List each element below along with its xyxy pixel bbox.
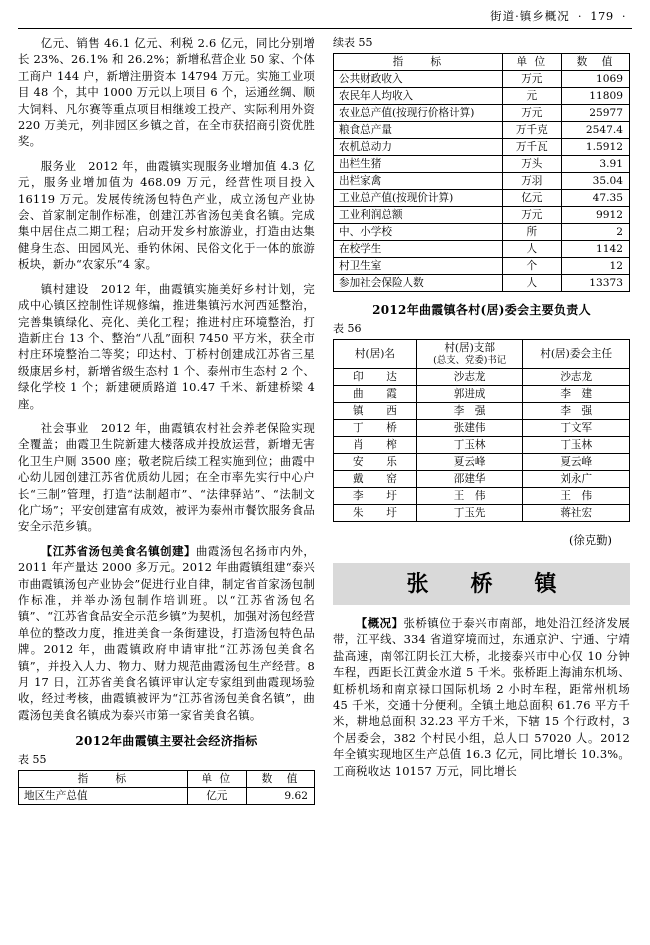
- column-header-value: 数 值: [246, 771, 314, 788]
- cell-indicator: 出栏生猪: [334, 156, 503, 173]
- left-column: [18, 35, 315, 925]
- table-row: [334, 420, 630, 437]
- column-header-unit: 单 位: [187, 771, 246, 788]
- table-row: [334, 258, 630, 275]
- cell-value: 1069: [561, 71, 629, 88]
- cell-indicator: 村卫生室: [334, 258, 503, 275]
- page-number: 179: [590, 9, 614, 23]
- table-row: [334, 190, 630, 207]
- cell-value: 47.35: [561, 190, 629, 207]
- cell-secretary: 郭进成: [416, 386, 523, 403]
- cell-director: 丁文军: [523, 420, 630, 437]
- cell-director: 李 建: [523, 386, 630, 403]
- cell-secretary: 夏云峰: [416, 454, 523, 471]
- cell-indicator: 公共财政收入: [334, 71, 503, 88]
- cell-unit: 万羽: [502, 173, 561, 190]
- table-row: [334, 139, 630, 156]
- cell-village-name: 镇 西: [334, 403, 417, 420]
- cell-director: 王 伟: [523, 488, 630, 505]
- leaders-table-title: 2012年曲霞镇各村(居)委会主要负责人: [372, 303, 591, 318]
- cell-indicator: 粮食总产量: [334, 122, 503, 139]
- cell-unit: 元: [502, 88, 561, 105]
- cell-unit: 万元: [502, 207, 561, 224]
- page-header: [18, 8, 632, 27]
- right-column: [333, 35, 630, 925]
- cell-indicator: 农民年人均收入: [334, 88, 503, 105]
- cell-value: 9912: [561, 207, 629, 224]
- table-row: [334, 88, 630, 105]
- table-row: [19, 788, 315, 805]
- cell-indicator: 地区生产总值: [19, 788, 188, 805]
- cell-village-name: 戴 窑: [334, 471, 417, 488]
- table-header-row: [334, 54, 630, 71]
- cell-secretary: 李 强: [416, 403, 523, 420]
- cell-unit: 亿元: [187, 788, 246, 805]
- cell-indicator: 工业利润总额: [334, 207, 503, 224]
- cell-unit: 所: [502, 224, 561, 241]
- village-leaders-table: [333, 339, 630, 522]
- column-header-committee-director: 村(居)委会主任: [523, 340, 630, 369]
- cell-unit: 亿元: [502, 190, 561, 207]
- cell-indicator: 中、小学校: [334, 224, 503, 241]
- cell-secretary: 沙志龙: [416, 369, 523, 386]
- table-row: [334, 224, 630, 241]
- leaders-table-number: 表 56: [333, 321, 362, 335]
- cell-indicator: 工业总产值(按现价计算): [334, 190, 503, 207]
- header-title: 街道·镇乡概况: [490, 9, 570, 23]
- cell-indicator: 农业总产值(按现行价格计算): [334, 105, 503, 122]
- table-row: [334, 471, 630, 488]
- cell-secretary: 王 伟: [416, 488, 523, 505]
- cell-value: 35.04: [561, 173, 629, 190]
- highlight-paragraph: [18, 543, 315, 723]
- table-row: [334, 122, 630, 139]
- header-rule: [18, 28, 632, 29]
- table-row: [334, 173, 630, 190]
- party-secretary-line1: 村(居)支部: [444, 342, 495, 355]
- highlight-lead: 【江苏省汤包美食名镇创建】: [40, 543, 196, 558]
- table-row: [334, 369, 630, 386]
- cell-indicator: 参加社会保险人数: [334, 275, 503, 292]
- column-header-indicator: 指 标: [19, 771, 188, 788]
- cell-director: 夏云峰: [523, 454, 630, 471]
- highlight-text: 曲霞汤包名扬市内外，2011 年产量达 2000 多万元。2012 年曲霞镇组建“泰兴市曲霞镇汤包产业协会”促进行业自律，制定省首家汤包制作标准，并举办汤包制作培训班。以“江苏省汤包名镇”、“江苏省食品安全示范乡镇”为契机，加强对汤包经营单位的整改力度，推进美食一条街建设，打造汤包特色品牌。2012 年，曲霞镇政府申请审批“江苏汤包美食名镇”，并投入人力、物力、财力规范曲霞汤包生产经营。8 月 17 日，江苏省美食名镇评审认定专家组到曲霞现场验收，经过考核，曲霞镇被评为“江苏省汤包美食名镇”，曲霞汤包美食名镇成为泰兴市第一家省美食名镇。: [18, 543, 315, 722]
- cell-value: 2: [561, 224, 629, 241]
- cell-indicator: 出栏家禽: [334, 173, 503, 190]
- header-dot: ·: [577, 9, 583, 23]
- table-row: [334, 156, 630, 173]
- cell-village-name: 印 达: [334, 369, 417, 386]
- cell-director: 刘永广: [523, 471, 630, 488]
- cell-value: 3.91: [561, 156, 629, 173]
- cell-village-name: 李 圩: [334, 488, 417, 505]
- continued-indicators-table: [333, 53, 630, 292]
- cell-value: 1.5912: [561, 139, 629, 156]
- table-row: [334, 241, 630, 258]
- cell-director: 蒋社宏: [523, 505, 630, 522]
- column-header-unit: 单 位: [502, 54, 561, 71]
- cell-secretary: 丁玉林: [416, 437, 523, 454]
- table-header-row: [19, 771, 315, 788]
- cell-unit: 人: [502, 275, 561, 292]
- cell-village-name: 安 乐: [334, 454, 417, 471]
- cell-value: 1142: [561, 241, 629, 258]
- continued-table-number: 续表 55: [333, 36, 373, 49]
- cell-village-name: 肖 榨: [334, 437, 417, 454]
- two-column-body: [18, 35, 632, 925]
- cell-value: 13373: [561, 275, 629, 292]
- cell-value: 2547.4: [561, 122, 629, 139]
- table-row: [334, 275, 630, 292]
- cell-indicator: 在校学生: [334, 241, 503, 258]
- paragraph: 镇村建设 2012 年，曲霞镇实施美好乡村计划，完成中心镇区控制性详规修编，推进集镇污水河西延整治，完善集镇绿化、亮化、美化工程；推进村庄环境整治，打造新庄台 13 个、整治“八乱”面积 7450 平方米，获全市村庄环境整治二等奖；印达村、丁桥村创建成江苏省三星级康居乡村，新增省级生态村 1 个、泰州市生态村 2 个、绿化学校 1 个；新建硬质路道 10.47 千米、新建桥梁 4 座。: [18, 281, 315, 411]
- paragraph: 亿元、销售 46.1 亿元、利税 2.6 亿元，同比分别增长 23%、26.1% 和 26.2%；新增私营企业 50 家、个体工商户 144 户，新增注册资本 14794 万元。实施工业项目 48 个，其中 1000 万元以上项目 6 个，运通丝绸、顺大饲料、凡尔赛等重点项目相继竣工投产、实际利用外资 220 万美元，列非园区乡镇之首，在全市获招商引资优胜奖。: [18, 36, 315, 149]
- header-trailing-dot: ·: [621, 9, 626, 23]
- table-number: 表 55: [18, 752, 47, 766]
- table-title: 2012年曲霞镇主要社会经济指标: [75, 734, 258, 749]
- cell-unit: 万千瓦: [502, 139, 561, 156]
- overview-lead: 【概况】: [355, 616, 404, 631]
- cell-unit: 万千克: [502, 122, 561, 139]
- table-row: [334, 488, 630, 505]
- cell-unit: 万头: [502, 156, 561, 173]
- cell-director: 沙志龙: [523, 369, 630, 386]
- author-signature: (徐克勤): [568, 533, 612, 548]
- main-indicators-table: [18, 770, 315, 805]
- table-row: [334, 71, 630, 88]
- cell-unit: 万元: [502, 71, 561, 88]
- overview-text: 张桥镇位于泰兴市南部，地处沿江经济发展带，江平线、334 省道穿境而过，东通京沪、宁通、宁靖盐高速，南邻江阴长江大桥，北接泰兴市中心仅 10 分钟车程，西距长江黄金水道 5 千米。张桥距上海浦东机场、虹桥机场和南京禄口国际机场 2 小时车程，距常州机场 45 千米，交通十分便利。全镇土地总面积 61.76 平方千米，耕地总面积 32.23 平方千米，下辖 15 个行政村，3 个居委会，382 个村民小组，总人口 57020 人。2012 年全镇实现地区生产总值 16.3 亿元，同比增长 10.3%。工商税收达 10157 万元，同比增长: [333, 616, 630, 778]
- table-row: [334, 105, 630, 122]
- column-header-value: 数 值: [561, 54, 629, 71]
- cell-indicator: 农机总动力: [334, 139, 503, 156]
- overview-paragraph: [333, 615, 630, 779]
- cell-director: 丁玉林: [523, 437, 630, 454]
- cell-unit: 人: [502, 241, 561, 258]
- cell-director: 李 强: [523, 403, 630, 420]
- cell-value: 9.62: [246, 788, 314, 805]
- section-banner: 张 桥 镇: [333, 563, 630, 605]
- column-header-village-name: 村(居)名: [334, 340, 417, 369]
- table-header-row: [334, 340, 630, 369]
- column-header-party-secretary: [416, 340, 523, 369]
- cell-secretary: 丁玉先: [416, 505, 523, 522]
- cell-secretary: 邵建华: [416, 471, 523, 488]
- table-row: [334, 386, 630, 403]
- cell-unit: 万元: [502, 105, 561, 122]
- table-row: [334, 403, 630, 420]
- table-row: [334, 454, 630, 471]
- party-secretary-line2: (总支、党委)书记: [433, 355, 507, 367]
- cell-value: 25977: [561, 105, 629, 122]
- table-row: [334, 437, 630, 454]
- cell-village-name: 丁 桥: [334, 420, 417, 437]
- cell-value: 12: [561, 258, 629, 275]
- cell-village-name: 曲 霞: [334, 386, 417, 403]
- column-header-indicator: 指 标: [334, 54, 503, 71]
- cell-village-name: 朱 圩: [334, 505, 417, 522]
- table-row: [334, 207, 630, 224]
- paragraph: 服务业 2012 年，曲霞镇实现服务业增加值 4.3 亿元，服务业增加值为 468.09 万元，经营性项目投入 16119 万元。发展传统汤包特色产业，成立汤包产业协会、首家制定制作标准，创建江苏省汤包美食名镇。完成集中居住点二期工程；启动开发乡村旅游业，打造由达集健身生态、田园风光、垂钓休闲、民俗文化于一体的旅游板块，新办“农家乐”4 家。: [18, 158, 315, 272]
- cell-unit: 个: [502, 258, 561, 275]
- cell-value: 11809: [561, 88, 629, 105]
- cell-secretary: 张建伟: [416, 420, 523, 437]
- table-row: [334, 505, 630, 522]
- paragraph: 社会事业 2012 年，曲霞镇农村社会养老保险实现全覆盖；曲霞卫生院新建大楼落成并投放运营，新增无害化卫生户厕 3500 座；敬老院后续工程实施到位；曲霞中心幼儿园创建江苏省优质幼儿园；在全市率先实行中心户长“三制”管理，打造“法制超市”、“法律驿站”、“法制文化广场”；平安创建富有成效，被评为泰州市餐饮服务食品安全示范乡镇。: [18, 420, 315, 534]
